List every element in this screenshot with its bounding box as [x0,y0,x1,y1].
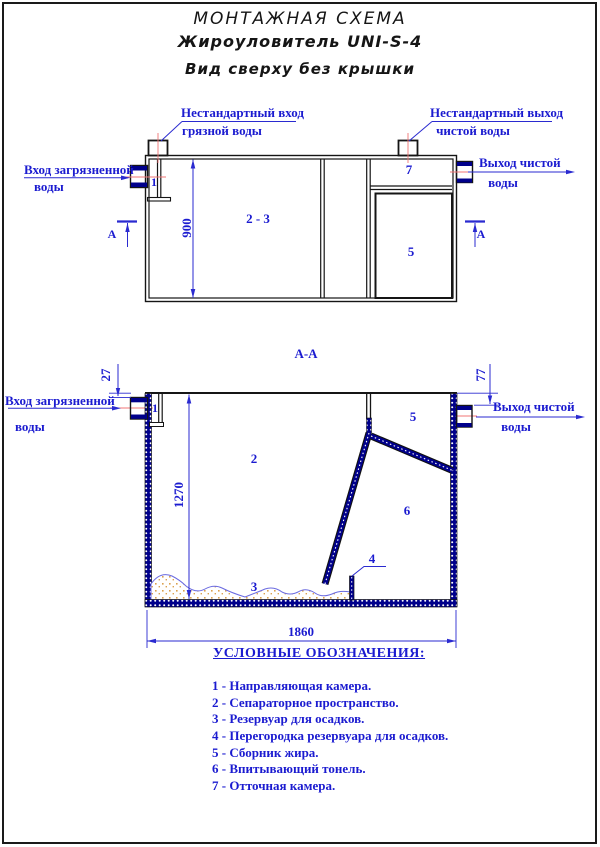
top-nonstandard-inlet-label-line2: грязной воды [182,123,262,138]
top-chamber-5-label: 5 [407,244,415,259]
top-inlet-label-line1: Вход загрязненной [24,162,134,177]
sediment-partition [350,576,355,600]
top-view-annotations [24,122,575,299]
top-outlet-label-line2: воды [488,175,518,190]
section-chamber-2-label: 2 [250,451,258,466]
section-chamber-1-label: 1 [152,401,158,415]
section-outlet-label-line1: Выход чистой [493,399,575,414]
section-chamber-3-label: 3 [250,579,258,594]
dimension-77: 77 [473,368,488,382]
section-marker-a-right: А [476,227,486,241]
dimension-1860: 1860 [288,624,314,639]
legend-item-3: 3 - Резервуар для осадков. [212,711,365,727]
legend-item-5: 5 - Сборник жира. [212,744,319,760]
top-nonstandard-outlet-label-line1: Нестандартный выход [430,105,564,120]
section-title: А-А [294,346,318,361]
legend-item-4: 4 - Перегородка резервуара для осадков. [212,728,449,744]
baffle [325,433,369,584]
section-inlet-label-line1: Вход загрязненной [5,393,115,408]
section-chamber-5-label: 5 [409,409,417,424]
legend-item-7: 7 - Отточная камера. [212,778,336,794]
top-outlet-label-line1: Выход чистой [479,155,561,170]
top-inlet-label-line2: воды [34,179,64,194]
legend-item-2: 2 - Сепараторное пространство. [212,694,399,710]
section-inlet-label-line2: воды [15,419,45,434]
dimension-27: 27 [98,368,113,382]
top-chamber-7-label: 7 [405,162,413,177]
top-nonstandard-outlet-label-line2: чистой воды [436,123,510,138]
legend-item-1: 1 - Направляющая камера. [212,678,372,693]
legend-list [212,678,448,795]
sheet-title: МОНТАЖНАЯ СХЕМА [193,9,407,29]
section-chamber-4-label: 4 [368,551,376,566]
view-subtitle: Вид сверху без крышки [185,60,415,78]
top-chamber-2-3-label: 2 - 3 [246,211,270,226]
legend-item-6: 6 - Впитывающий тонель. [212,761,366,777]
section-chamber-6-label: 6 [403,503,411,518]
section-outlet-label-line2: воды [501,419,531,434]
dimension-900: 900 [179,218,194,238]
centerlines [110,133,484,416]
top-chamber-1-label: 1 [151,175,157,189]
product-name: Жироуловитель UNI-S-4 [177,32,423,51]
legend-header: УСЛОВНЫЕ ОБОЗНАЧЕНИЯ: [213,646,426,661]
tunnel-diagonal [371,436,453,471]
dimension-1270: 1270 [171,482,186,508]
top-nonstandard-inlet-label-line1: Нестандартный вход [181,105,304,120]
section-marker-a-left: А [107,227,117,241]
